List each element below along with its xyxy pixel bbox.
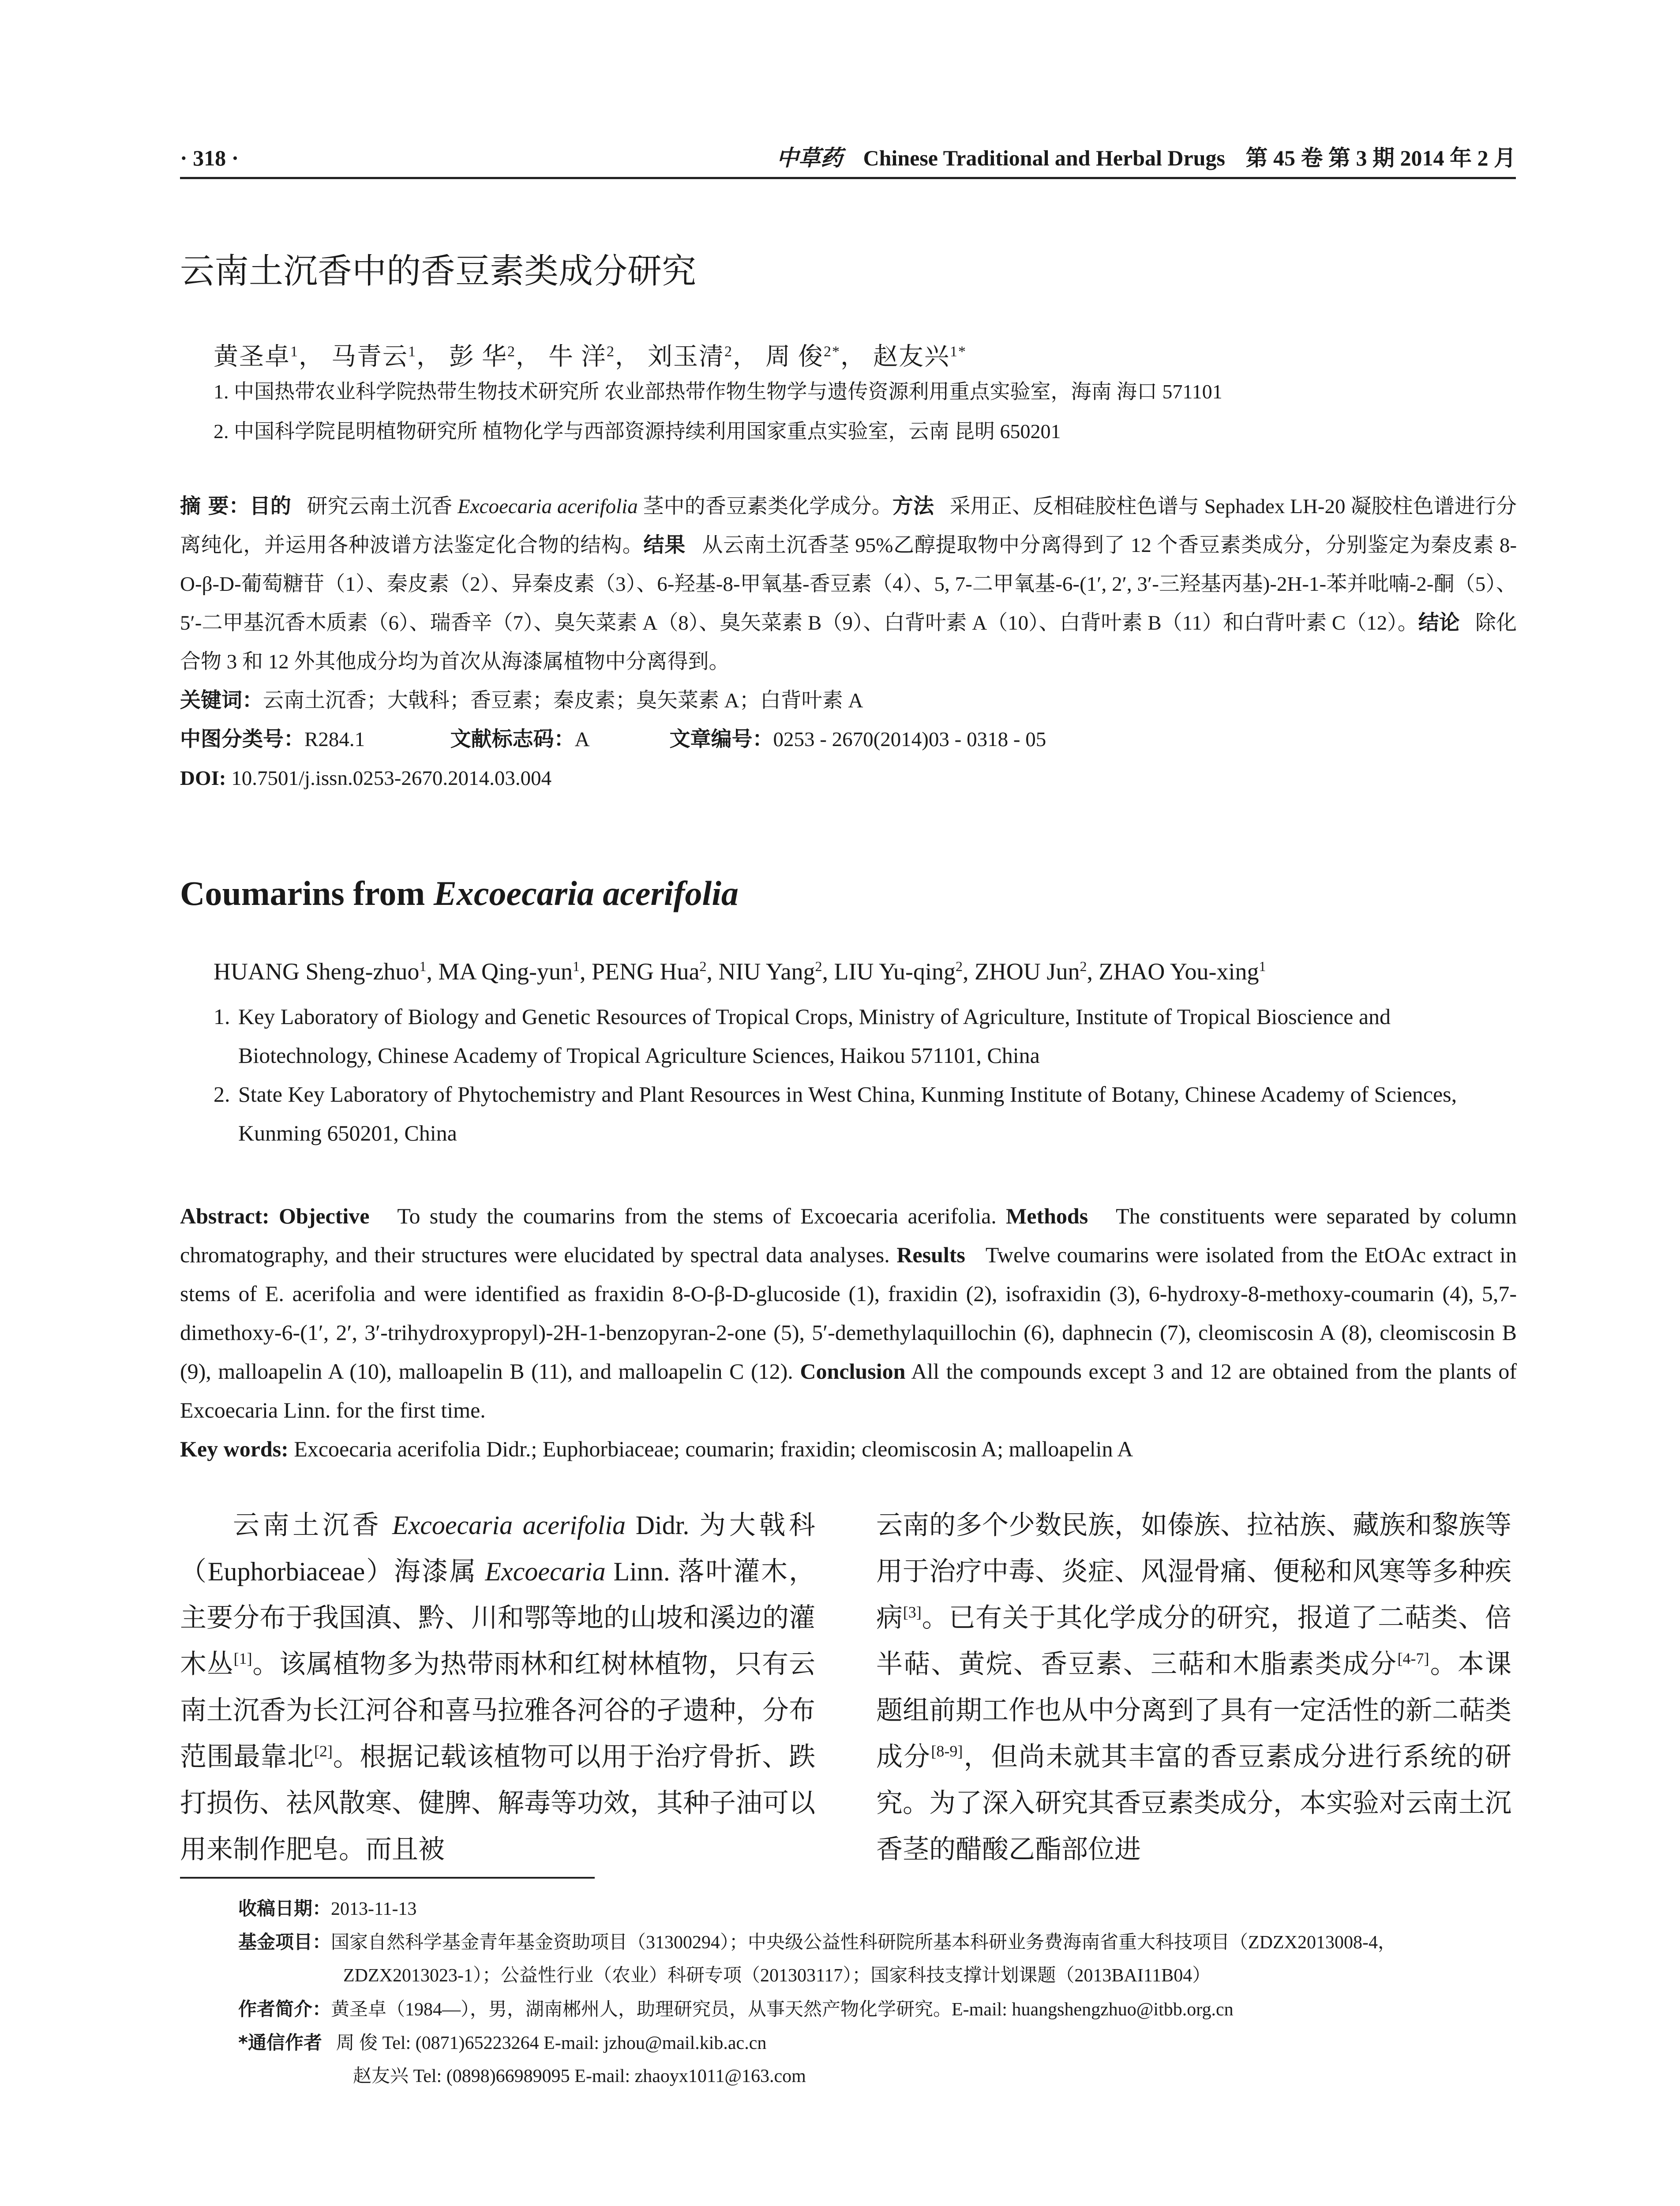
abstract-label-cn: 摘 要： xyxy=(180,494,250,518)
journal-name-en: Chinese Traditional and Herbal Drugs xyxy=(863,146,1225,170)
author-en: LIU Yu-qing$^2$ xyxy=(834,958,963,985)
abstract-en xyxy=(180,1197,1517,1468)
keywords-en: Key words: Excoecaria acerifolia Didr.; Euphorbiaceae; coumarin; fraxidin; cleomiscosin A; malloapelin A xyxy=(180,1437,1133,1461)
affiliation-cn-1: 1. 中国热带农业科学院热带生物技术研究所 农业部热带作物生物学与遗传资源利用重点实验室，海南 海口 571101 xyxy=(214,380,1222,403)
citation-link[interactable]: [3] xyxy=(903,1603,922,1621)
conclusion-cn: 除化合物 3 和 12 外其他成分均为首次从海漆属植物中分离得到。 xyxy=(180,612,1517,673)
methods-label-cn: 方法 xyxy=(892,494,934,518)
author-cn: 刘玉清$^2$ xyxy=(648,343,733,371)
article-number: 0253 - 2670(2014)03 - 0318 - 05 xyxy=(773,728,1046,751)
footnote-correspondence: *通信作者 周 俊 Tel: (0871)65223264 E-mail: jzhou@mail.kib.ac.cn xyxy=(238,2032,767,2053)
author-cn: 马青云$^1$ xyxy=(331,343,416,371)
footnote-received: 收稿日期：2013-11-13 xyxy=(238,1898,417,1919)
doi-line: DOI: 10.7501/j.issn.0253-2670.2014.03.004 xyxy=(180,767,552,790)
abstract-label-en: Abstract: xyxy=(180,1204,279,1228)
conclusion-en: All the compounds except 3 and 12 are obtained from the plants of Excoecaria Linn. for the first time. xyxy=(180,1359,1517,1422)
affiliation-cn-2: 2. 中国科学院昆明植物研究所 植物化学与西部资源持续利用国家重点实验室，云南 昆明 650201 xyxy=(214,420,1061,443)
article-title-en: Coumarins from Excoecaria acerifolia xyxy=(180,874,739,912)
author-cn: 周 俊$^{2*}$ xyxy=(765,343,840,371)
journal-info xyxy=(776,140,1516,176)
keywords-cn: 关键词：云南土沉香；大戟科；香豆素；秦皮素；臭矢菜素 A；白背叶素 A xyxy=(180,688,863,713)
journal-logo: 中草药 xyxy=(776,145,843,171)
footnote-author: 作者简介：黄圣卓（1984—），男，湖南郴州人，助理研究员，从事天然产物化学研究。E-mail: huangshengzhuo@itbb.org.cn xyxy=(238,1998,1234,2020)
author-en: HUANG Sheng-zhuo$^1$ xyxy=(214,958,427,985)
article-title-cn: 云南土沉香中的香豆素类成分研究 xyxy=(180,251,697,291)
author-en: NIU Yang$^2$ xyxy=(718,958,822,985)
author-en: PENG Hua$^2$ xyxy=(591,958,707,985)
citation-link[interactable]: [1] xyxy=(233,1650,252,1667)
footnote-fund-cont: ZDZX2013023-1）；公益性行业（农业）科研专项（201303117）；国家科技支撑计划课题（2013BAI11B04） xyxy=(343,1966,1211,1986)
methods-cn: 采用正、反相硅胶柱色谱与 Sephadex LH-20 凝胶柱色谱进行分离纯化，并运用各种波谱方法鉴定化合物的结构。 xyxy=(180,495,1517,557)
body-paragraph: 云南的多个少数民族，如傣族、拉祜族、藏族和黎族等用于治疗中毒、炎症、风湿骨痛、便秘和风寒等多种疾病[3]。已有关于其化学成分的研究，报道了二萜类、倍半萜、黄烷、香豆素、三萜和木脂素类成分[4-7]。本课题组前期工作也从中分离到了具有一定活性的新二萜类成分[8-9]，但尚未就其丰富的香豆素成分进行系统的研究。为了深入研究其香豆素类成分，本实验对云南土沉香茎的醋酸乙酯部位进 xyxy=(876,1511,1512,1864)
footnote-rule xyxy=(180,1877,595,1879)
footnote-correspondence-2: 赵友兴 Tel: (0898)66989095 E-mail: zhaoyx1011@163.com xyxy=(353,2066,806,2086)
abstract-cn xyxy=(180,487,1517,798)
conclusion-label-cn: 结论 xyxy=(1418,611,1460,635)
author-cn: 彭 华$^2$ xyxy=(449,343,516,371)
body-column-left xyxy=(180,1502,815,1873)
results-label-en: Results xyxy=(896,1242,965,1267)
doc-code: A xyxy=(574,728,589,751)
author-en: ZHOU Jun$^2$ xyxy=(974,958,1087,985)
results-en: Twelve coumarins were isolated from the EtOAc extract in stems of E. acerifolia and were identified as fraxidin 8-O-β-D-glucoside (1), fraxidin (2), isofraxidin (3), 6-hydroxy-8-methoxy-coumarin (4), 5,7-dimethoxy-6-(1′, 2′, 3′-trihydroxypropyl)-2H-1-benzopyran-2-one (5), 5′-demethylaquillochin (6), daphnecin (7), cleomiscosin A (8), cleomiscosin B (9), malloapelin A (10), malloapelin B (11), and malloapelin C (12). xyxy=(180,1242,1517,1384)
citation-link[interactable]: [8-9] xyxy=(931,1742,963,1760)
results-label-cn: 结果 xyxy=(643,533,686,557)
objective-cn: 研究云南土沉香 Excoecaria acerifolia 茎中的香豆素类化学成分。 xyxy=(307,495,892,518)
affiliation-en-1: 1. Key Laboratory of Biology and Genetic Resources of Tropical Crops, Ministry of Agriculture, Institute of Tropical Bioscience and Biotechnology, Chinese Academy of Tropical Agriculture Sciences, Haikou 571101, China xyxy=(214,1004,1391,1068)
classification-line: 中图分类号：R284.1 文献标志码：A 文章编号：0253 - 2670(2014)03 - 0318 - 05 xyxy=(180,727,1046,751)
author-en: MA Qing-yun$^1$ xyxy=(438,958,580,985)
citation-link[interactable]: [4-7] xyxy=(1397,1650,1429,1667)
conclusion-label-en: Conclusion xyxy=(800,1359,906,1384)
clc-code: R284.1 xyxy=(304,728,365,751)
author-cn: 牛 洋$^2$ xyxy=(548,343,615,371)
author-list-en: HUANG Sheng-zhuo$^1$, MA Qing-yun$^1$, PENG Hua$^2$, NIU Yang$^2$, LIU Yu-qing$^2$, ZHOU Jun$^2$, ZHAO You-xing$^1$ xyxy=(214,958,1266,985)
citation-link[interactable]: [2] xyxy=(314,1742,333,1760)
page-number: · 318 · xyxy=(180,146,239,170)
objective-label-en: Objective xyxy=(279,1204,370,1228)
affiliation-en-2: 2. State Key Laboratory of Phytochemistry and Plant Resources in West China, Kunming Institute of Botany, Chinese Academy of Sciences, Kunming 650201, China xyxy=(214,1082,1457,1145)
methods-en: The constituents were separated by column chromatography, and their structures were elucidated by spectral data analyses. xyxy=(180,1204,1517,1267)
body-column-right xyxy=(876,1502,1511,1873)
running-header xyxy=(180,140,1516,176)
results-cn: 从云南土沉香茎 95%乙醇提取物中分离得到了 12 个香豆素类成分，分别鉴定为秦皮素 8-O-β-D-葡萄糖苷（1）、秦皮素（2）、异秦皮素（3）、6-羟基-8-甲氧基-香豆素（4）、5, 7-二甲氧基-6-(1′, 2′, 3′-三羟基丙基)-2H-1-苯并吡喃-2-酮（5）、5′-二甲基沉香木质素（6）、瑞香辛（7）、臭矢菜素 A（8）、臭矢菜素 B（9）、白背叶素 A（10）、白背叶素 B（11）和白背叶素 C（12）。 xyxy=(180,534,1517,634)
author-en: ZHAO You-xing$^1$ xyxy=(1099,958,1266,985)
objective-label-cn: 目的 xyxy=(249,494,291,518)
footnote-fund: 基金项目：国家自然科学基金青年基金资助项目（31300294）；中央级公益性科研院所基本科研业务费海南省重大科技项目（ZDZX2013008-4， xyxy=(238,1931,1396,1953)
journal-issue: 第 45 卷 第 3 期 2014 年 2 月 xyxy=(1245,146,1516,170)
doi-link[interactable]: 10.7501/j.issn.0253-2670.2014.03.004 xyxy=(231,767,552,790)
objective-en: To study the coumarins from the stems of Excoecaria acerifolia. xyxy=(397,1204,997,1228)
author-list-cn: 黄圣卓$^1$， 马青云$^1$， 彭 华$^2$， 牛 洋$^2$， 刘玉清$^2$， 周 俊$^{2*}$， 赵友兴$^{1*}$ xyxy=(214,343,967,371)
body-paragraph: 云南土沉香 Excoecaria acerifolia Didr. 为大戟科（Euphorbiaceae）海漆属 Excoecaria Linn. 落叶灌木，主要分布于我国滇、黔、川和鄂等地的山坡和溪边的灌木丛[1]。该属植物多为热带雨林和红树林植物，只有云南土沉香为长江河谷和喜马拉雅各河谷的孑遗种，分布范围最靠北[2]。根据记载该植物可以用于治疗骨折、跌打损伤、祛风散寒、健脾、解毒等功效，其种子油可以用来制作肥皂。而且被 xyxy=(180,1511,816,1864)
methods-label-en: Methods xyxy=(1006,1204,1088,1228)
header-rule xyxy=(180,177,1516,179)
author-cn: 黄圣卓$^1$ xyxy=(214,343,299,371)
author-cn: 赵友兴$^{1*}$ xyxy=(873,343,967,371)
